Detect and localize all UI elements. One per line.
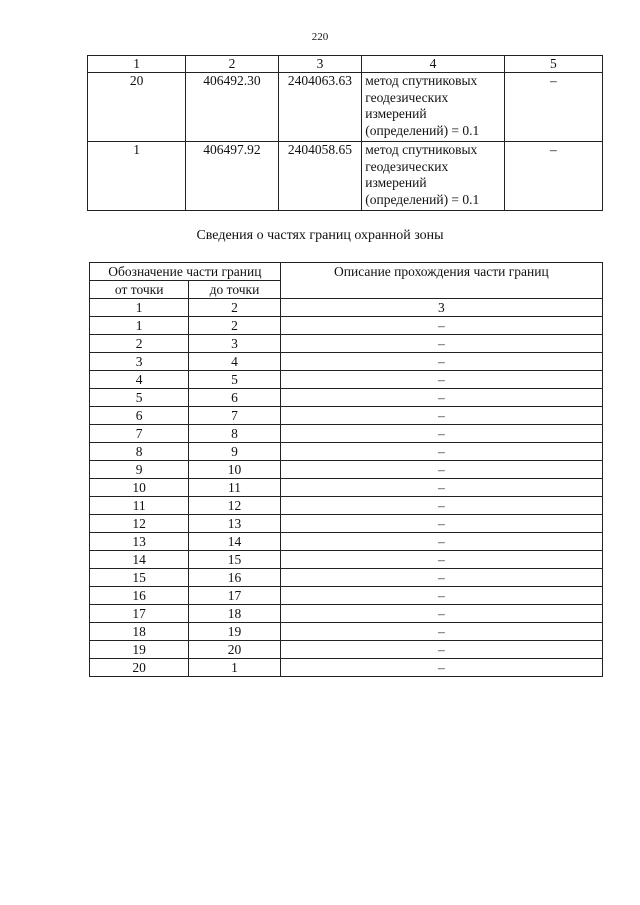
method-line: (определений) = 0.1 [365, 122, 480, 138]
description-cell: – [280, 371, 602, 389]
description-cell: – [280, 461, 602, 479]
col-header-2: 2 [186, 56, 278, 73]
to-point-cell: 10 [189, 461, 280, 479]
to-point-cell: 20 [189, 641, 280, 659]
header-to: до точки [189, 281, 280, 299]
from-point-cell: 6 [90, 407, 189, 425]
description-cell: – [280, 515, 602, 533]
description-cell: – [280, 533, 602, 551]
description-cell: – [280, 443, 602, 461]
table-row [90, 659, 603, 677]
section-title: Сведения о частях границ охранной зоны [196, 228, 444, 243]
from-point-cell: 20 [90, 659, 189, 677]
to-point-cell: 15 [189, 551, 280, 569]
col-header-1: 1 [88, 56, 186, 73]
method-line: метод спутниковых [365, 142, 478, 157]
y-cell: 2404058.65 [278, 142, 362, 211]
page-number: 220 [311, 31, 329, 43]
parts-table-header [90, 263, 603, 281]
header-group: Обозначение части границ [90, 263, 281, 281]
table-row [90, 335, 603, 353]
to-point-cell: 12 [189, 497, 280, 515]
point-cell: 1 [88, 142, 186, 211]
table-row [90, 371, 603, 389]
description-cell: – [280, 335, 602, 353]
table-row [90, 551, 603, 569]
method-line: геодезических [365, 89, 449, 105]
numbering-cell: 2 [189, 299, 280, 317]
from-point-cell: 18 [90, 623, 189, 641]
from-point-cell: 7 [90, 425, 189, 443]
from-point-cell: 12 [90, 515, 189, 533]
to-point-cell: 16 [189, 569, 280, 587]
to-point-cell: 2 [189, 317, 280, 335]
header-description: Описание прохождения части границ [280, 263, 602, 299]
col-header-3: 3 [278, 56, 362, 73]
note-cell: – [504, 73, 602, 142]
description-cell: – [280, 497, 602, 515]
method-line: измерений [365, 175, 427, 190]
col-header-4: 4 [362, 56, 505, 73]
header-from: от точки [90, 281, 189, 299]
from-point-cell: 17 [90, 605, 189, 623]
coordinates-table-header [88, 56, 603, 73]
table-row [88, 142, 603, 211]
description-cell: – [280, 623, 602, 641]
numbering-cell: 3 [280, 299, 602, 317]
table-row [90, 479, 603, 497]
to-point-cell: 11 [189, 479, 280, 497]
description-cell: – [280, 353, 602, 371]
from-point-cell: 10 [90, 479, 189, 497]
table-row [90, 623, 603, 641]
to-point-cell: 5 [189, 371, 280, 389]
description-cell: – [280, 407, 602, 425]
x-cell: 406492.30 [186, 73, 278, 142]
from-point-cell: 9 [90, 461, 189, 479]
description-cell: – [280, 317, 602, 335]
to-point-cell: 18 [189, 605, 280, 623]
col-header-5: 5 [504, 56, 602, 73]
note-cell: – [504, 142, 602, 211]
parts-table-body [90, 317, 603, 677]
from-point-cell: 3 [90, 353, 189, 371]
to-point-cell: 19 [189, 623, 280, 641]
point-cell: 20 [88, 73, 186, 142]
boundary-parts-table [89, 262, 603, 677]
coordinates-table [87, 55, 603, 211]
table-row [90, 389, 603, 407]
table-row [88, 73, 603, 142]
from-point-cell: 13 [90, 533, 189, 551]
description-cell: – [280, 605, 602, 623]
description-cell: – [280, 587, 602, 605]
table-row [90, 569, 603, 587]
from-point-cell: 8 [90, 443, 189, 461]
description-cell: – [280, 641, 602, 659]
to-point-cell: 7 [189, 407, 280, 425]
to-point-cell: 17 [189, 587, 280, 605]
to-point-cell: 4 [189, 353, 280, 371]
description-cell: – [280, 659, 602, 677]
table-row [90, 425, 603, 443]
table-row [90, 317, 603, 335]
from-point-cell: 16 [90, 587, 189, 605]
to-point-cell: 13 [189, 515, 280, 533]
from-point-cell: 1 [90, 317, 189, 335]
table-row [90, 353, 603, 371]
x-cell: 406497.92 [186, 142, 278, 211]
to-point-cell: 8 [189, 425, 280, 443]
table-row [90, 443, 603, 461]
from-point-cell: 4 [90, 371, 189, 389]
from-point-cell: 14 [90, 551, 189, 569]
numbering-cell: 1 [90, 299, 189, 317]
table-row [90, 407, 603, 425]
description-cell: – [280, 425, 602, 443]
description-cell: – [280, 389, 602, 407]
from-point-cell: 5 [90, 389, 189, 407]
method-line: геодезических [365, 158, 449, 174]
method-cell [362, 142, 505, 211]
method-line: измерений [365, 106, 427, 121]
numbering-row [90, 299, 603, 317]
from-point-cell: 19 [90, 641, 189, 659]
from-point-cell: 2 [90, 335, 189, 353]
table-row [90, 461, 603, 479]
table-row [90, 587, 603, 605]
to-point-cell: 9 [189, 443, 280, 461]
to-point-cell: 3 [189, 335, 280, 353]
table-row [90, 605, 603, 623]
y-cell: 2404063.63 [278, 73, 362, 142]
method-cell [362, 73, 505, 142]
from-point-cell: 11 [90, 497, 189, 515]
table-row [90, 641, 603, 659]
description-cell: – [280, 551, 602, 569]
to-point-cell: 1 [189, 659, 280, 677]
table-row [90, 515, 603, 533]
to-point-cell: 6 [189, 389, 280, 407]
method-line: (определений) = 0.1 [365, 191, 480, 207]
from-point-cell: 15 [90, 569, 189, 587]
to-point-cell: 14 [189, 533, 280, 551]
table-row [90, 497, 603, 515]
method-line: метод спутниковых [365, 73, 478, 88]
description-cell: – [280, 479, 602, 497]
description-cell: – [280, 569, 602, 587]
table-row [90, 533, 603, 551]
